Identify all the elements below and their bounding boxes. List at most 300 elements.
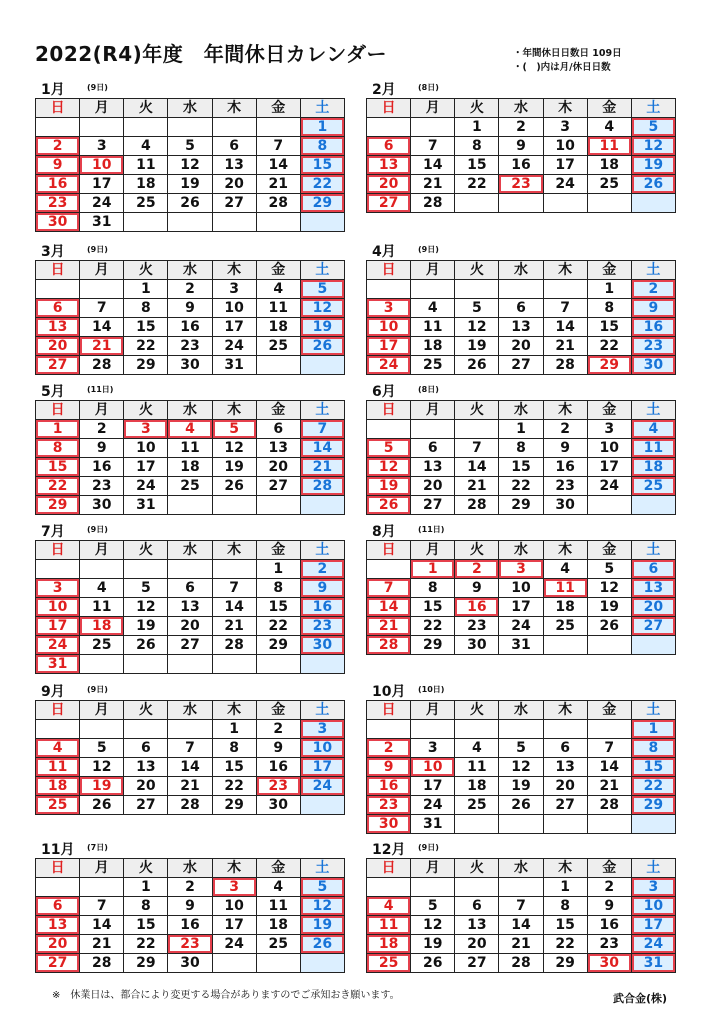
empty-cell (300, 213, 344, 232)
month-holiday-count: (9日) (418, 245, 439, 254)
weekday-label: 土 (631, 261, 675, 280)
day-cell: 1 (411, 560, 455, 579)
weekday-label: 金 (256, 99, 300, 118)
month-holiday-count: (8日) (418, 83, 439, 92)
day-cell: 6 (367, 137, 411, 156)
day-cell: 7 (499, 897, 543, 916)
day-cell: 10 (411, 758, 455, 777)
empty-cell (499, 280, 543, 299)
month-calendar (366, 380, 676, 515)
day-cell: 16 (499, 156, 543, 175)
day-cell: 13 (499, 318, 543, 337)
day-cell: 19 (300, 318, 344, 337)
weekday-label: 水 (168, 99, 212, 118)
month-table (35, 858, 345, 973)
month-table (366, 400, 676, 515)
day-cell: 15 (411, 598, 455, 617)
day-cell: 17 (36, 617, 80, 636)
day-cell: 1 (300, 118, 344, 137)
day-cell: 2 (168, 878, 212, 897)
day-cell: 3 (411, 739, 455, 758)
day-cell: 28 (168, 796, 212, 815)
weekday-label: 月 (411, 541, 455, 560)
day-cell: 15 (455, 156, 499, 175)
day-cell: 2 (499, 118, 543, 137)
day-cell: 21 (212, 617, 256, 636)
month-header (35, 240, 345, 260)
day-cell: 14 (587, 758, 631, 777)
weekday-header-row (36, 541, 345, 560)
day-cell: 24 (411, 796, 455, 815)
day-cell: 9 (631, 299, 675, 318)
week-row (36, 337, 345, 356)
day-cell: 14 (543, 318, 587, 337)
day-cell: 30 (631, 356, 675, 375)
day-cell: 18 (256, 318, 300, 337)
month-table (366, 260, 676, 375)
day-cell: 4 (411, 299, 455, 318)
day-cell: 10 (124, 439, 168, 458)
day-cell: 14 (212, 598, 256, 617)
day-cell: 1 (631, 720, 675, 739)
weekday-label: 水 (168, 859, 212, 878)
day-cell: 22 (631, 777, 675, 796)
day-cell: 10 (80, 156, 124, 175)
day-cell: 22 (587, 337, 631, 356)
day-cell: 11 (256, 299, 300, 318)
day-cell: 22 (124, 935, 168, 954)
month-name: 2月 (372, 82, 396, 98)
weekday-label: 火 (124, 859, 168, 878)
weekday-label: 水 (499, 859, 543, 878)
day-cell: 30 (36, 213, 80, 232)
weekday-label: 月 (411, 261, 455, 280)
day-cell: 4 (256, 878, 300, 897)
day-cell: 13 (36, 916, 80, 935)
day-cell: 28 (300, 477, 344, 496)
weekday-label: 水 (499, 541, 543, 560)
weekday-label: 木 (543, 541, 587, 560)
day-cell: 12 (411, 916, 455, 935)
day-cell: 24 (300, 777, 344, 796)
week-row (36, 175, 345, 194)
week-row (36, 560, 345, 579)
empty-cell (256, 356, 300, 375)
day-cell: 3 (587, 420, 631, 439)
day-cell: 24 (124, 477, 168, 496)
weekday-label: 金 (256, 261, 300, 280)
day-cell: 17 (543, 156, 587, 175)
day-cell: 6 (212, 137, 256, 156)
empty-cell (587, 496, 631, 515)
empty-cell (124, 720, 168, 739)
day-cell: 12 (587, 579, 631, 598)
weekday-label: 土 (300, 701, 344, 720)
empty-cell (587, 194, 631, 213)
month-calendar (35, 838, 345, 973)
day-cell: 19 (212, 458, 256, 477)
empty-cell (212, 118, 256, 137)
month-header (366, 838, 676, 858)
day-cell: 1 (124, 280, 168, 299)
empty-cell (212, 655, 256, 674)
week-row (367, 777, 676, 796)
empty-cell (631, 496, 675, 515)
weekday-label: 日 (367, 401, 411, 420)
day-cell: 28 (80, 954, 124, 973)
month-table (366, 700, 676, 834)
week-row (367, 739, 676, 758)
week-row (36, 777, 345, 796)
empty-cell (455, 815, 499, 834)
empty-cell (455, 720, 499, 739)
empty-cell (411, 280, 455, 299)
day-cell: 20 (631, 598, 675, 617)
week-row (367, 916, 676, 935)
day-cell: 31 (411, 815, 455, 834)
day-cell: 19 (455, 337, 499, 356)
day-cell: 11 (587, 137, 631, 156)
week-row (367, 796, 676, 815)
weekday-label: 土 (631, 701, 675, 720)
day-cell: 4 (543, 560, 587, 579)
day-cell: 2 (256, 720, 300, 739)
day-cell: 2 (455, 560, 499, 579)
day-cell: 26 (587, 617, 631, 636)
day-cell: 19 (80, 777, 124, 796)
day-cell: 1 (499, 420, 543, 439)
empty-cell (367, 560, 411, 579)
empty-cell (168, 720, 212, 739)
day-cell: 28 (587, 796, 631, 815)
note-total-holidays: ・年間休日日数日 109日 (513, 48, 622, 59)
day-cell: 16 (300, 598, 344, 617)
day-cell: 7 (455, 439, 499, 458)
weekday-label: 火 (124, 401, 168, 420)
day-cell: 30 (300, 636, 344, 655)
empty-cell (80, 118, 124, 137)
day-cell: 5 (411, 897, 455, 916)
month-name: 9月 (41, 684, 65, 700)
week-row (36, 458, 345, 477)
week-row (36, 897, 345, 916)
day-cell: 20 (212, 175, 256, 194)
weekday-label: 木 (212, 401, 256, 420)
day-cell: 17 (300, 758, 344, 777)
day-cell: 3 (212, 280, 256, 299)
day-cell: 7 (80, 299, 124, 318)
day-cell: 22 (36, 477, 80, 496)
day-cell: 3 (367, 299, 411, 318)
empty-cell (212, 213, 256, 232)
day-cell: 31 (212, 356, 256, 375)
day-cell: 29 (36, 496, 80, 515)
day-cell: 23 (256, 777, 300, 796)
day-cell: 17 (212, 318, 256, 337)
day-cell: 10 (300, 739, 344, 758)
weekday-label: 日 (367, 541, 411, 560)
day-cell: 17 (124, 458, 168, 477)
week-row (36, 935, 345, 954)
weekday-header-row (36, 701, 345, 720)
empty-cell (256, 655, 300, 674)
week-row (367, 935, 676, 954)
day-cell: 12 (300, 897, 344, 916)
weekday-label: 月 (80, 701, 124, 720)
day-cell: 28 (80, 356, 124, 375)
empty-cell (543, 194, 587, 213)
day-cell: 5 (212, 420, 256, 439)
day-cell: 30 (587, 954, 631, 973)
day-cell: 23 (499, 175, 543, 194)
empty-cell (168, 560, 212, 579)
day-cell: 12 (300, 299, 344, 318)
empty-cell (411, 720, 455, 739)
day-cell: 15 (212, 758, 256, 777)
day-cell: 26 (411, 954, 455, 973)
note-legend: ・( )内は月/休日日数 (513, 62, 611, 73)
day-cell: 13 (631, 579, 675, 598)
day-cell: 18 (124, 175, 168, 194)
day-cell: 20 (543, 777, 587, 796)
weekday-label: 日 (36, 261, 80, 280)
day-cell: 5 (631, 118, 675, 137)
weekday-label: 水 (168, 541, 212, 560)
day-cell: 29 (212, 796, 256, 815)
day-cell: 16 (80, 458, 124, 477)
day-cell: 30 (455, 636, 499, 655)
weekday-label: 水 (168, 401, 212, 420)
empty-cell (80, 878, 124, 897)
month-name: 12月 (372, 842, 406, 858)
day-cell: 28 (411, 194, 455, 213)
day-cell: 27 (455, 954, 499, 973)
weekday-label: 木 (543, 261, 587, 280)
weekday-label: 金 (587, 261, 631, 280)
day-cell: 25 (367, 954, 411, 973)
day-cell: 6 (543, 739, 587, 758)
weekday-label: 金 (587, 99, 631, 118)
day-cell: 7 (212, 579, 256, 598)
weekday-label: 土 (631, 99, 675, 118)
day-cell: 9 (80, 439, 124, 458)
day-cell: 5 (168, 137, 212, 156)
month-header (366, 380, 676, 400)
day-cell: 16 (168, 916, 212, 935)
day-cell: 26 (168, 194, 212, 213)
weekday-label: 金 (256, 859, 300, 878)
empty-cell (631, 636, 675, 655)
day-cell: 28 (543, 356, 587, 375)
day-cell: 10 (212, 897, 256, 916)
weekday-label: 金 (256, 701, 300, 720)
day-cell: 21 (411, 175, 455, 194)
day-cell: 23 (631, 337, 675, 356)
day-cell: 27 (36, 954, 80, 973)
month-calendar (366, 520, 676, 655)
day-cell: 25 (80, 636, 124, 655)
weekday-label: 日 (36, 859, 80, 878)
day-cell: 12 (455, 318, 499, 337)
weekday-header-row (36, 99, 345, 118)
month-holiday-count: (8日) (418, 385, 439, 394)
week-row (367, 815, 676, 834)
weekday-label: 日 (36, 541, 80, 560)
day-cell: 10 (367, 318, 411, 337)
empty-cell (543, 636, 587, 655)
week-row (36, 878, 345, 897)
day-cell: 29 (587, 356, 631, 375)
day-cell: 26 (212, 477, 256, 496)
day-cell: 27 (367, 194, 411, 213)
day-cell: 16 (168, 318, 212, 337)
day-cell: 5 (499, 739, 543, 758)
weekday-label: 火 (455, 261, 499, 280)
day-cell: 3 (124, 420, 168, 439)
day-cell: 3 (631, 878, 675, 897)
month-table (35, 260, 345, 375)
day-cell: 6 (36, 299, 80, 318)
day-cell: 15 (124, 916, 168, 935)
day-cell: 17 (411, 777, 455, 796)
weekday-label: 金 (587, 859, 631, 878)
day-cell: 28 (367, 636, 411, 655)
month-holiday-count: (11日) (87, 385, 114, 394)
weekday-header-row (367, 541, 676, 560)
empty-cell (367, 720, 411, 739)
empty-cell (499, 194, 543, 213)
day-cell: 12 (499, 758, 543, 777)
day-cell: 5 (80, 739, 124, 758)
day-cell: 19 (367, 477, 411, 496)
day-cell: 4 (168, 420, 212, 439)
week-row (36, 439, 345, 458)
day-cell: 14 (499, 916, 543, 935)
weekday-label: 月 (80, 261, 124, 280)
day-cell: 27 (36, 356, 80, 375)
month-header (366, 240, 676, 260)
month-calendar (35, 520, 345, 674)
weekday-label: 土 (300, 99, 344, 118)
day-cell: 17 (631, 916, 675, 935)
empty-cell (124, 655, 168, 674)
day-cell: 8 (124, 299, 168, 318)
month-name: 4月 (372, 244, 396, 260)
day-cell: 8 (36, 439, 80, 458)
weekday-header-row (36, 261, 345, 280)
empty-cell (587, 636, 631, 655)
weekday-header-row (367, 859, 676, 878)
week-row (367, 560, 676, 579)
day-cell: 31 (499, 636, 543, 655)
day-cell: 15 (587, 318, 631, 337)
day-cell: 11 (543, 579, 587, 598)
weekday-label: 土 (300, 401, 344, 420)
weekday-label: 火 (455, 859, 499, 878)
day-cell: 4 (80, 579, 124, 598)
day-cell: 21 (168, 777, 212, 796)
day-cell: 25 (543, 617, 587, 636)
day-cell: 22 (124, 337, 168, 356)
weekday-label: 日 (36, 701, 80, 720)
day-cell: 14 (367, 598, 411, 617)
day-cell: 16 (367, 777, 411, 796)
weekday-label: 火 (124, 261, 168, 280)
week-row (367, 636, 676, 655)
weekday-label: 月 (411, 401, 455, 420)
weekday-label: 木 (212, 541, 256, 560)
month-calendar (366, 240, 676, 375)
month-table (366, 98, 676, 213)
day-cell: 7 (587, 739, 631, 758)
week-row (36, 280, 345, 299)
weekday-header-row (36, 859, 345, 878)
day-cell: 13 (168, 598, 212, 617)
day-cell: 10 (543, 137, 587, 156)
day-cell: 7 (256, 137, 300, 156)
day-cell: 21 (367, 617, 411, 636)
week-row (367, 118, 676, 137)
day-cell: 9 (587, 897, 631, 916)
day-cell: 11 (367, 916, 411, 935)
empty-cell (212, 954, 256, 973)
month-header (366, 680, 676, 700)
day-cell: 4 (455, 739, 499, 758)
day-cell: 10 (212, 299, 256, 318)
day-cell: 6 (411, 439, 455, 458)
day-cell: 16 (543, 458, 587, 477)
weekday-label: 木 (212, 99, 256, 118)
week-row (367, 439, 676, 458)
empty-cell (411, 118, 455, 137)
day-cell: 5 (300, 878, 344, 897)
month-table (35, 540, 345, 674)
week-row (36, 916, 345, 935)
day-cell: 19 (411, 935, 455, 954)
week-row (367, 758, 676, 777)
day-cell: 3 (36, 579, 80, 598)
empty-cell (212, 496, 256, 515)
day-cell: 3 (80, 137, 124, 156)
day-cell: 12 (80, 758, 124, 777)
weekday-label: 火 (455, 99, 499, 118)
week-row (36, 356, 345, 375)
day-cell: 13 (212, 156, 256, 175)
day-cell: 30 (168, 954, 212, 973)
day-cell: 28 (455, 496, 499, 515)
day-cell: 31 (80, 213, 124, 232)
empty-cell (212, 560, 256, 579)
day-cell: 28 (212, 636, 256, 655)
weekday-label: 木 (543, 859, 587, 878)
weekday-label: 月 (411, 859, 455, 878)
day-cell: 11 (256, 897, 300, 916)
day-cell: 30 (256, 796, 300, 815)
week-row (367, 598, 676, 617)
weekday-label: 木 (543, 701, 587, 720)
day-cell: 21 (499, 935, 543, 954)
day-cell: 22 (300, 175, 344, 194)
empty-cell (499, 815, 543, 834)
day-cell: 11 (168, 439, 212, 458)
weekday-label: 金 (587, 401, 631, 420)
day-cell: 24 (587, 477, 631, 496)
day-cell: 19 (168, 175, 212, 194)
day-cell: 9 (36, 156, 80, 175)
day-cell: 26 (367, 496, 411, 515)
week-row (367, 897, 676, 916)
day-cell: 21 (300, 458, 344, 477)
